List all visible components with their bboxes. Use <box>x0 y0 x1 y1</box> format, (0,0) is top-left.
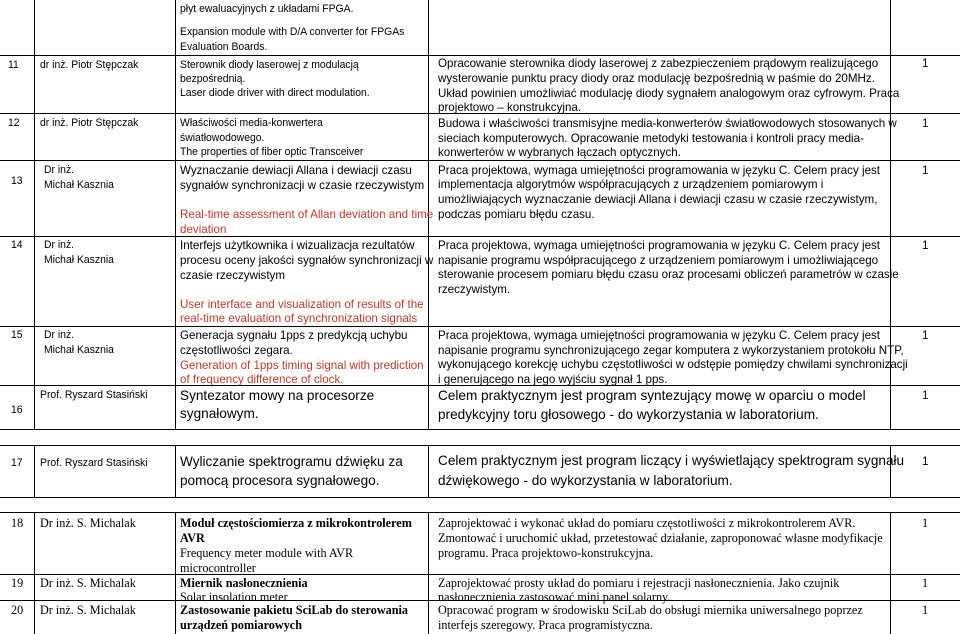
row-11-title-line-2: bezpośrednią. <box>180 73 246 85</box>
row-20-title-line-2: urządzeń pomiarowych <box>180 618 302 632</box>
row-11-title-en: Laser diode driver with direct modulation. <box>180 87 370 99</box>
row-11-supervisor: dr inż. Piotr Stępczak <box>40 59 139 71</box>
row-19-title-en: Solar insolation meter <box>180 590 288 604</box>
row-14-title-en-line-1: User interface and visualization of results of the <box>180 298 424 311</box>
row-18-title-en-line-1: Frequency meter module with AVR <box>180 546 354 560</box>
row-16-count: 1 <box>922 389 929 402</box>
row-16-desc-line-2: predykcyjny toru głosowego - do wykorzystania w laboratorium. <box>438 407 819 422</box>
column-divider <box>890 512 891 634</box>
row-14-title-en-line-2: real-time evaluation of synchronization signals <box>180 312 418 325</box>
row-18-desc-line-1: Zaprojektować i wykonać układ do pomiaru częstotliwości z mikrokontrolerem AVR. <box>438 516 856 530</box>
row-13-supervisor-line-2: Michał Kasznia <box>44 179 114 191</box>
row-16-desc-line-1: Celem praktycznym jest program syntezujący mowę w oparciu o model <box>438 388 866 403</box>
row-10-title-en-line-2: Evaluation Boards. <box>180 41 268 53</box>
row-14-desc-line-3: sterowanie procesem pomiaru błędu czasu oraz procesami obliczeń parametrów w czasie <box>438 268 899 281</box>
row-divider <box>0 497 960 498</box>
column-divider <box>34 445 35 497</box>
row-divider <box>0 445 960 446</box>
column-divider <box>428 445 429 497</box>
row-13-title-en-line-2: deviation <box>180 223 227 236</box>
row-19-count: 1 <box>922 576 929 590</box>
row-18-title-en-line-2: microcontroller <box>180 561 256 575</box>
row-12-desc-line-3: konwerterów w wybranych łączach optycznych. <box>438 146 681 159</box>
row-15-title-line-1: Generacja sygnału 1pps z predykcją uchybu <box>180 329 408 342</box>
row-15-desc-line-1: Praca projektowa, wymaga umiejętności programowania w języku C. Celem pracy jest <box>438 329 881 342</box>
row-17-desc-line-1: Celem praktycznym jest program liczący i wyświetlający spektrogram sygnału <box>438 453 905 468</box>
row-divider <box>0 512 960 513</box>
row-15-title-en-line-2: of frequency difference of clock. <box>180 373 344 386</box>
column-divider <box>175 445 176 497</box>
column-divider <box>175 512 176 634</box>
row-14-supervisor-line-1: Dr inż. <box>44 239 75 251</box>
row-11-number: 11 <box>8 59 19 71</box>
row-14-title-line-3: czasie rzeczywistym <box>180 269 286 282</box>
row-13-title-line-2: sygnałów synchronizacji w czasie rzeczywistym <box>180 179 425 192</box>
row-12-count: 1 <box>922 117 929 130</box>
row-15-desc-line-3: wykonującego korekcję uchybu częstotliwości w odstępie pomiędzy chwilami synchronizacji <box>438 358 908 371</box>
row-19-desc-line-1: Zaprojektować prosty układ do pomiaru i rejestracji nasłonecznienia. Jako czujnik <box>438 576 840 590</box>
row-13-desc-line-3: umożliwiających wyznaczanie dewiacji Allana i dewiacji czasu w czasie rzeczywistym, <box>438 193 878 206</box>
row-15-title-line-2: częstotliwości zegara. <box>180 344 293 357</box>
row-20-count: 1 <box>922 603 929 617</box>
row-12-desc-line-1: Budowa i właściwości transmisyjne media-konwerterów światłowodowych stosowanych w <box>438 117 897 130</box>
row-19-number: 19 <box>11 576 24 590</box>
row-14-number: 14 <box>11 239 23 251</box>
row-13-supervisor-line-1: Dr inż. <box>44 164 75 176</box>
row-10-title-en-line-1: Expansion module with D/A converter for FPGAs <box>180 26 405 38</box>
row-15-count: 1 <box>922 329 929 342</box>
column-divider <box>34 0 35 429</box>
column-divider <box>34 512 35 634</box>
row-11-desc-line-2: wysterowanie punktu pracy diody oraz modulację bezpośrednią w paśmie do 20MHz. <box>438 72 875 85</box>
row-20-desc-line-1: Opracować program w środowisku SciLab do obsługi miernika uniwersalnego poprzez <box>438 603 863 617</box>
row-13-count: 1 <box>922 164 929 177</box>
row-13-desc-line-4: podczas pomiaru błędu czasu. <box>438 208 595 221</box>
row-divider <box>0 236 960 237</box>
row-14-desc-line-2: napisanie programu współpracującego z urządzeniem pomiarowym i umożliwiającego <box>438 254 879 267</box>
row-19-supervisor: Dr inż. S. Michalak <box>40 576 136 590</box>
row-divider <box>0 429 960 430</box>
row-17-count: 1 <box>922 455 929 468</box>
row-20-title-line-1: Zastosowanie pakietu SciLab do sterowania <box>180 603 408 617</box>
row-12-supervisor: dr inż. Piotr Stępczak <box>40 117 139 129</box>
row-14-title-line-1: Interfejs użytkownika i wizualizacja rezultatów <box>180 239 415 252</box>
row-11-desc-line-3: Układ powinien umożliwiać modulację diody sygnałem analogowym oraz cyfrowym. Praca <box>438 87 900 100</box>
row-19-title: Miernik nasłonecznienia <box>180 576 308 590</box>
row-13-number: 13 <box>11 175 23 187</box>
row-13-title-line-1: Wyznaczanie dewiacji Allana i dewiacji czasu <box>180 164 412 177</box>
column-divider <box>175 0 176 429</box>
row-divider <box>0 574 960 575</box>
row-14-desc-line-4: rzeczywistym. <box>438 283 511 296</box>
row-17-supervisor: Prof. Ryszard Stasiński <box>40 457 148 469</box>
row-12-title-en: The properties of fiber optic Transceiver <box>180 146 364 158</box>
row-14-desc-line-1: Praca projektowa, wymaga umiejętności programowania w języku C. Celem pracy jest <box>438 239 881 252</box>
row-18-count: 1 <box>922 516 929 530</box>
row-11-count: 1 <box>922 57 929 70</box>
row-18-desc-line-2: Zmontować i uruchomić układ, przetestować działanie, zaproponować własne modyfikacje <box>438 531 883 545</box>
row-17-title-line-1: Wyliczanie spektrogramu dźwięku za <box>180 454 403 469</box>
row-20-supervisor: Dr inż. S. Michalak <box>40 603 136 617</box>
row-15-supervisor-line-2: Michał Kasznia <box>44 344 114 356</box>
row-18-number: 18 <box>11 516 24 530</box>
column-divider <box>428 512 429 634</box>
row-13-title-en-line-1: Real-time assessment of Allan deviation and time <box>180 208 434 221</box>
row-11-desc-line-4: projektowo – konstrukcyjna. <box>438 101 582 114</box>
row-17-desc-line-2: dźwiękowego - do wykorzystania w laboratorium. <box>438 473 733 488</box>
row-12-title-line-2: światłowodowego. <box>180 132 265 144</box>
row-10-title-tail: płyt ewaluacyjnych z układami FPGA. <box>180 3 354 15</box>
row-17-title-line-2: pomocą procesora sygnałowego. <box>180 473 380 488</box>
row-18-desc-line-3: programu. Praca projektowo-konstrukcyjna. <box>438 546 654 560</box>
row-15-desc-line-4: i generującego na jego wyjściu sygnał 1 pps. <box>438 373 668 386</box>
row-17-number: 17 <box>11 457 23 469</box>
row-16-title-line-2: sygnałowym. <box>180 406 259 421</box>
row-19-desc-line-2: nasłonecznienia zastosować mini panel solarny. <box>438 590 671 604</box>
row-15-title-en-line-1: Generation of 1pps timing signal with prediction <box>180 359 424 372</box>
row-12-number: 12 <box>8 117 20 129</box>
row-11-title-line-1: Sterownik diody laserowej z modulacją <box>180 59 359 71</box>
row-11-desc-line-1: Opracowanie sterownika diody laserowej z zabezpieczeniem prądowym realizującego <box>438 57 879 70</box>
row-14-supervisor-line-2: Michał Kasznia <box>44 254 114 266</box>
row-14-title-line-2: procesu oceny jakości sygnałów synchronizacji w <box>180 254 434 267</box>
row-15-number: 15 <box>11 329 23 341</box>
row-13-desc-line-2: implementacja algorytmów współpracujących z urządzeniem pomiarowym i <box>438 178 824 191</box>
row-15-desc-line-2: napisanie programu synchronizującego zegar komputera z wykorzystaniem protokołu NTP, <box>438 344 904 357</box>
row-divider <box>0 326 960 327</box>
row-18-supervisor: Dr inż. S. Michalak <box>40 516 136 530</box>
row-20-desc-line-2: interfejs szeregowy. Praca programistyczna. <box>438 618 653 632</box>
row-16-supervisor: Prof. Ryszard Stasiński <box>40 389 148 401</box>
row-18-title-line-1: Moduł częstościomierza z mikrokontrolerem <box>180 516 412 530</box>
row-14-count: 1 <box>922 239 929 252</box>
row-16-number: 16 <box>11 404 23 416</box>
row-16-title-line-1: Syntezator mowy na procesorze <box>180 388 375 403</box>
row-13-desc-line-1: Praca projektowa, wymaga umiejętności programowania w języku C. Celem pracy jest <box>438 164 881 177</box>
row-12-title-line-1: Właściwości media-konwertera <box>180 117 323 129</box>
row-15-supervisor-line-1: Dr inż. <box>44 329 75 341</box>
row-20-number: 20 <box>11 603 24 617</box>
row-12-desc-line-2: sieciach komputerowych. Opracowanie metodyki testowania i kontroli pracy media- <box>438 132 864 145</box>
row-18-title-line-2: AVR <box>180 531 205 545</box>
